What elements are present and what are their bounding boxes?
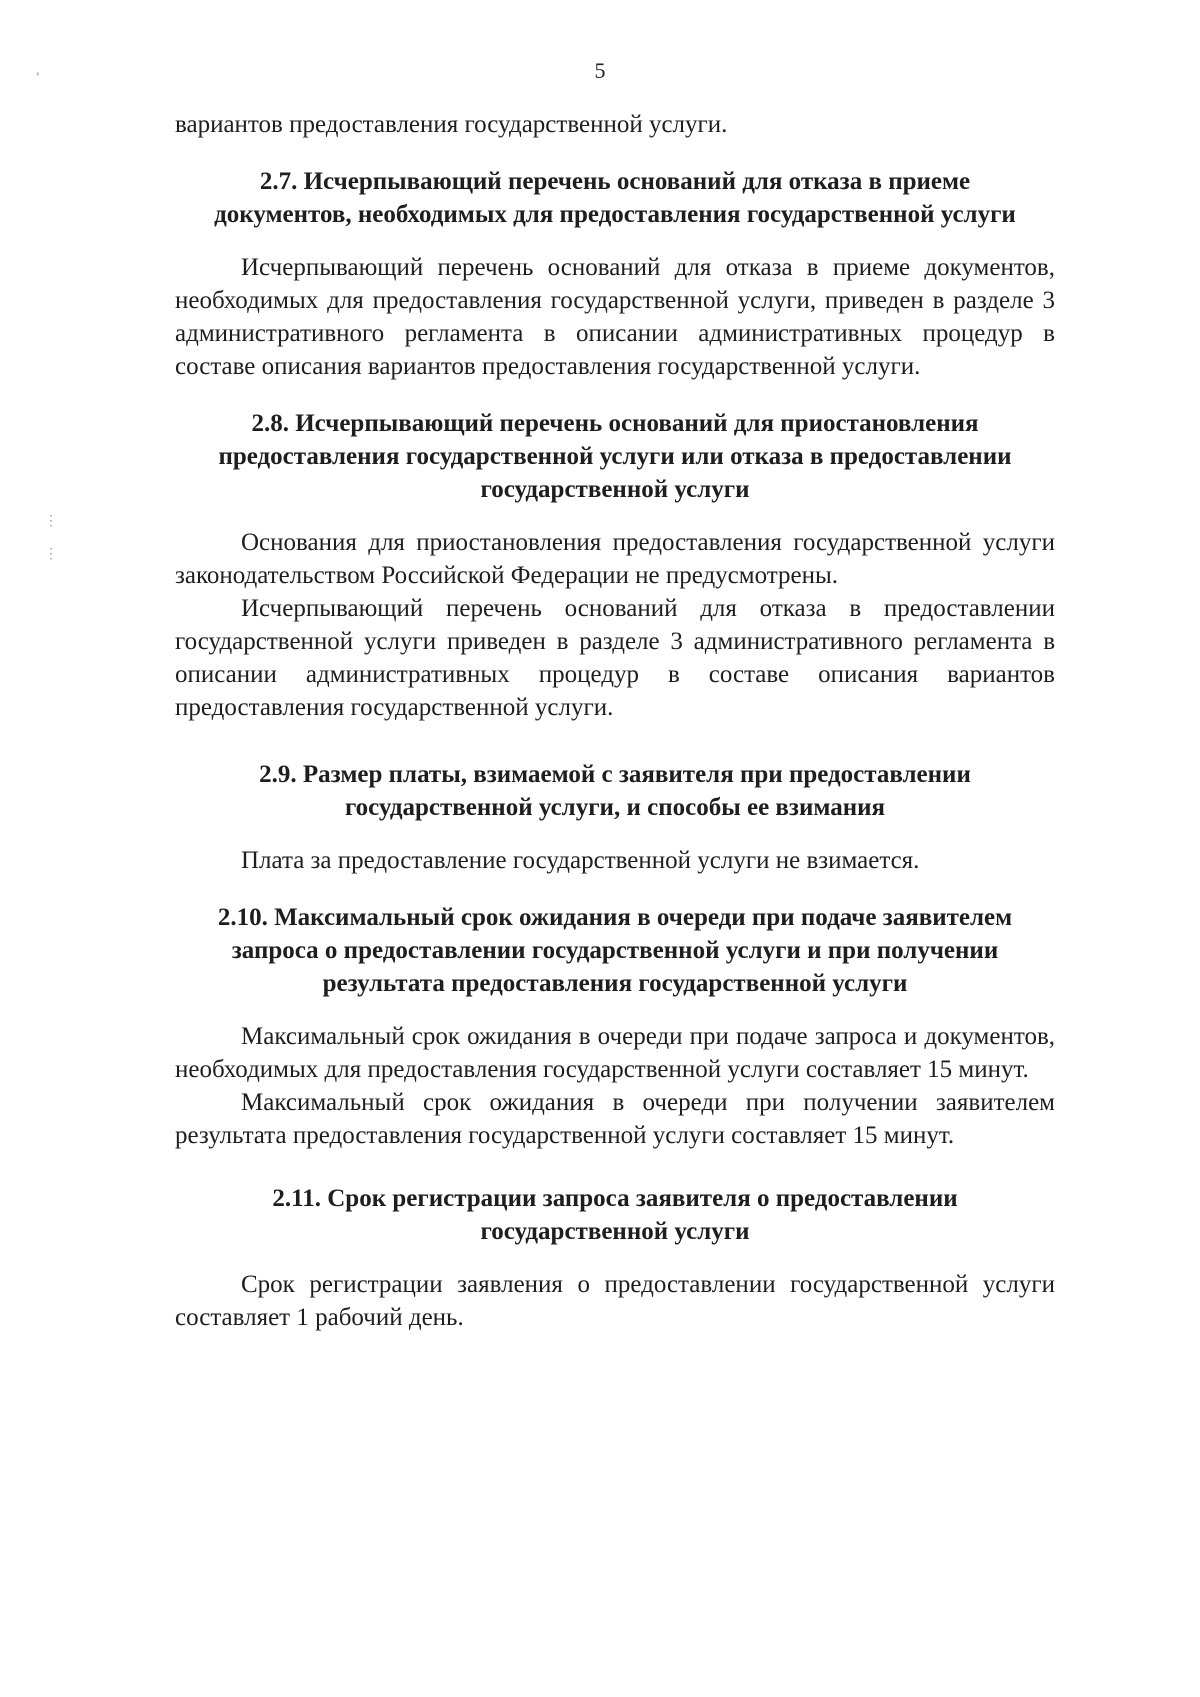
page-number: 5	[594, 58, 606, 83]
document-body	[175, 108, 1055, 1334]
section-heading	[175, 407, 1055, 506]
continuation-paragraph: вариантов предоставления государственной услуги.	[175, 111, 728, 138]
section-paragraph: Исчерпывающий перечень оснований для отказа в предоставлении государственной услуги приведен в разделе 3 административного регламента в описании административных процедур в составе описания вариантов предоставления государственной услуги.	[175, 595, 1055, 721]
section-2-8	[175, 407, 1055, 724]
section-paragraph: Основания для приостановления предоставления государственной услуги законодательством Российской Федерации не предусмотрены.	[175, 529, 1055, 589]
scan-artifact-mark: ⋮	[44, 514, 58, 529]
section-heading	[175, 901, 1055, 1000]
section-heading	[175, 1182, 1055, 1248]
section-paragraph: Максимальный срок ожидания в очереди при получении заявителем результата предоставления государственной услуги составляет 15 минут.	[175, 1089, 1055, 1149]
heading-line: предоставления государственной услуги или отказа в предоставлении	[218, 443, 1012, 470]
section-heading	[175, 165, 1055, 231]
section-2-11	[175, 1182, 1055, 1334]
section-heading	[175, 758, 1055, 824]
section-paragraph: Плата за предоставление государственной услуги не взимается.	[241, 847, 920, 874]
heading-line: государственной услуги	[480, 1218, 750, 1245]
scan-artifact-mark: ⋮	[44, 547, 58, 562]
heading-line: результата предоставления государственной услуги	[322, 970, 908, 997]
section-paragraph: Максимальный срок ожидания в очереди при подаче запроса и документов, необходимых для предоставления государственной услуги составляет 15 минут.	[175, 1023, 1055, 1083]
section-paragraph: Исчерпывающий перечень оснований для отказа в приеме документов, необходимых для предоставления государственной услуги, приведен в разделе 3 административного регламента в описании административных процедур в составе описания вариантов предоставления государственной услуги.	[175, 254, 1055, 380]
heading-line: 2.11. Срок регистрации запроса заявителя о предоставлении	[272, 1185, 958, 1212]
heading-line: запроса о предоставлении государственной услуги и при получении	[231, 937, 999, 964]
section-2-9	[175, 758, 1055, 877]
section-2-7	[175, 165, 1055, 383]
heading-line: государственной услуги, и способы ее взимания	[344, 794, 886, 821]
heading-line: 2.7. Исчерпывающий перечень оснований для отказа в приеме	[259, 168, 971, 195]
heading-line: государственной услуги	[480, 476, 750, 503]
heading-line: документов, необходимых для предоставления государственной услуги	[214, 201, 1016, 228]
scan-artifact-mark: ,	[36, 63, 40, 78]
section-paragraph: Срок регистрации заявления о предоставлении государственной услуги составляет 1 рабочий день.	[175, 1271, 1055, 1331]
heading-line: 2.10. Максимальный срок ожидания в очереди при подаче заявителем	[217, 904, 1013, 931]
heading-line: 2.9. Размер платы, взимаемой с заявителя при предоставлении	[259, 761, 971, 788]
heading-line: 2.8. Исчерпывающий перечень оснований для приостановления	[251, 410, 979, 437]
section-2-10	[175, 901, 1055, 1152]
